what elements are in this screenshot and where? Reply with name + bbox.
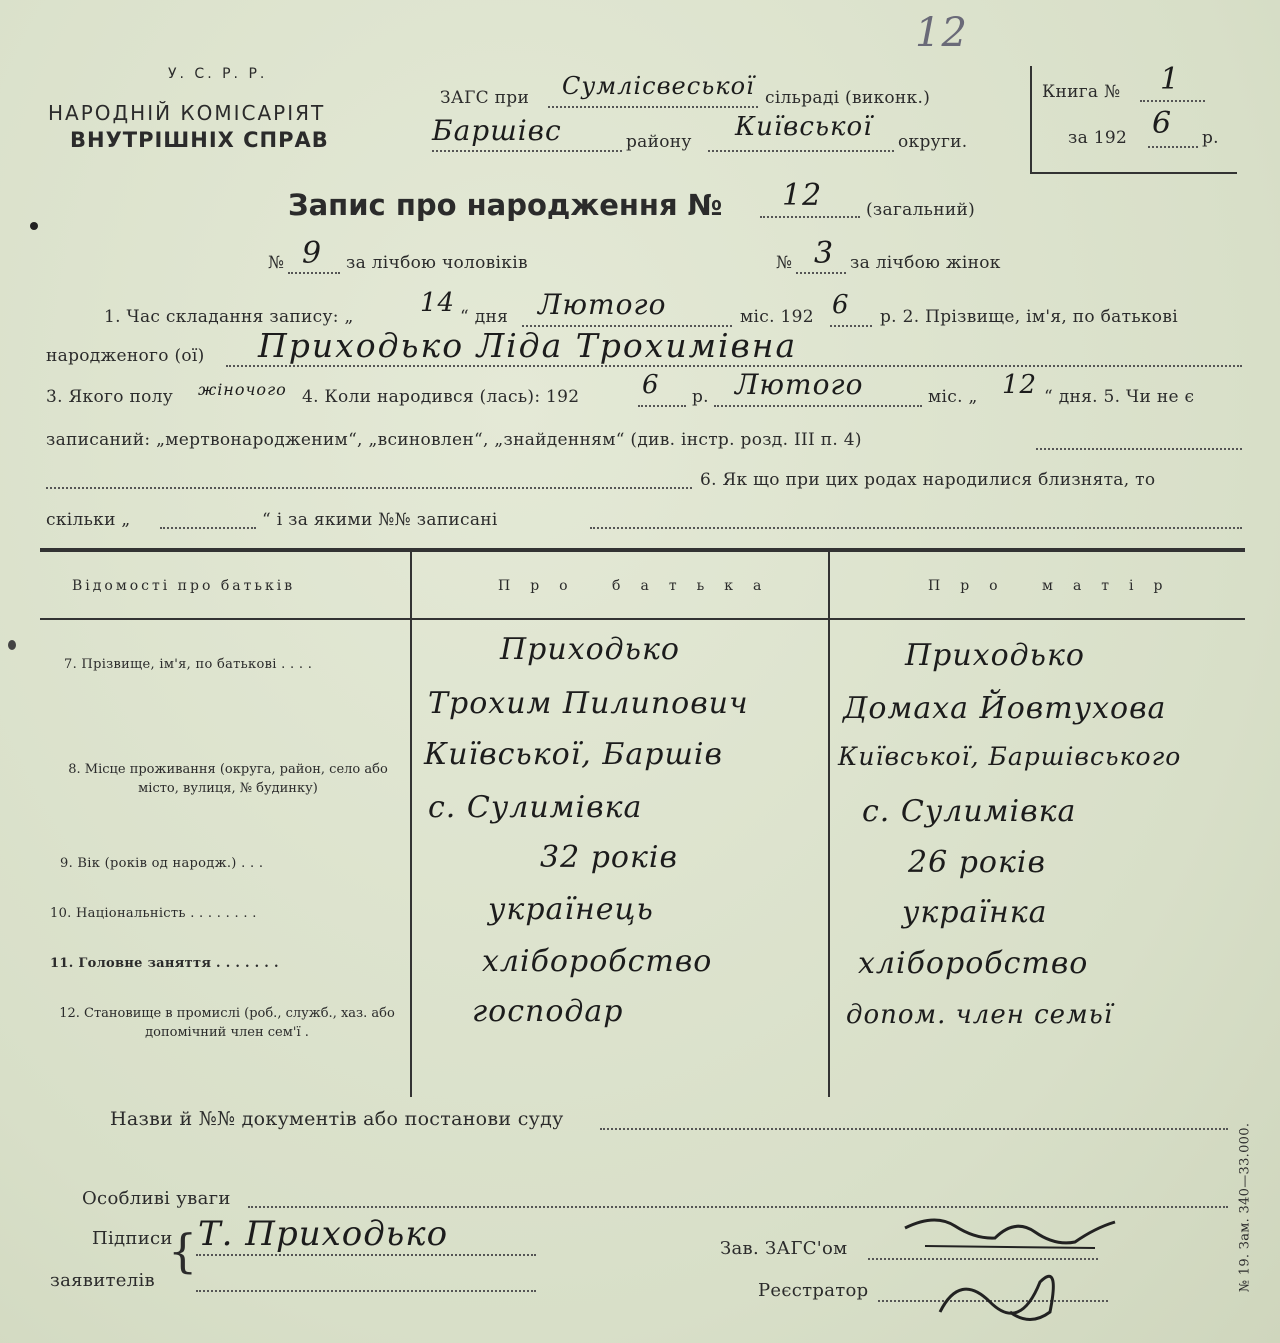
field-5: 6. Як що при цих родах народилися близнята, то [700, 470, 1156, 490]
signatures-label-2: заявителів [50, 1270, 155, 1291]
men-count-line [288, 272, 340, 274]
father-occupation: хліборобство [482, 944, 713, 979]
sex-handwritten: жіночого [198, 380, 287, 399]
field-3-e: “ дня. 5. Чи не є [1044, 387, 1195, 407]
documents-label: Назви й №№ документів або постанови суду [110, 1108, 564, 1130]
col-header-parents: Відомості про батьків [72, 578, 296, 594]
field-1-d: р. 2. Прізвище, ім'я, по батькові [880, 307, 1178, 327]
field-6-b: “ і за якими №№ записані [262, 510, 498, 530]
applicant-signature-line [196, 1254, 536, 1256]
table-top-rule [40, 548, 1245, 552]
zags-village-handwritten: Сумлісвеської [562, 72, 755, 100]
women-count-handwritten: 3 [814, 236, 835, 271]
field-1-a: 1. Час складання запису: „ [104, 307, 354, 327]
notes-label: Особливі уваги [82, 1188, 231, 1209]
field-4: записаний: „мертвонародженим“, „всиновлен“, „знайденням“ (див. інстр. розд. III п. 4) [46, 430, 862, 450]
book-number-handwritten: 1 [1160, 62, 1181, 97]
newborn-name-handwritten: Приходько Ліда Трохимівна [258, 326, 798, 365]
book-year-handwritten: 6 [1152, 106, 1173, 141]
row-label-age: 9. Вік (років од народж.) . . . [60, 856, 264, 871]
women-label: за лічбою жінок [850, 253, 1001, 273]
row-label-name: 7. Прізвище, ім'я, по батькові . . . . [64, 657, 313, 672]
field-3-c: р. [692, 387, 709, 407]
field-3-d: міс. „ [928, 387, 978, 407]
father-given-names: Трохим Пилипович [428, 686, 749, 721]
record-day-handwritten: 14 [420, 288, 456, 318]
field-1-c: міс. 192 [740, 307, 814, 327]
okruha-line [708, 150, 894, 152]
father-residence-okruha: Київської, Баршів [424, 737, 723, 772]
row-label-nationality: 10. Національність . . . . . . . . [50, 906, 257, 921]
record-year-line [830, 325, 872, 327]
birth-month-line [714, 405, 922, 407]
birth-year-handwritten: 6 [642, 370, 660, 400]
col-header-father: Про батька [498, 578, 782, 594]
record-year-handwritten: 6 [832, 290, 850, 320]
table-col-divider-2 [828, 552, 830, 1097]
row-label-residence: 8. Місце проживання (округа, район, село або місто, вулиця, № будинку) [68, 762, 388, 796]
record-month-handwritten: Лютого [538, 288, 667, 321]
mother-residence-village: с. Сулимівка [862, 794, 1077, 829]
newborn-name-line [226, 365, 1242, 367]
field-6-a: скільки „ [46, 510, 131, 530]
field-6-twins-line [160, 527, 256, 529]
record-number-line [760, 216, 860, 218]
record-title: Запис про народження № [288, 188, 723, 222]
field-3-b: 4. Коли народився (лась): 192 [302, 387, 580, 407]
commissariat-line2: ВНУТРІШНІХ СПРАВ [70, 128, 329, 152]
birth-month-handwritten: Лютого [735, 368, 864, 401]
field-4-line [1036, 448, 1242, 450]
mother-given-names: Домаха Йовтухова [843, 691, 1167, 726]
book-label: Книга № [1042, 82, 1121, 102]
book-year-line [1148, 146, 1198, 148]
mother-status: допом. член семьї [846, 1000, 1114, 1030]
okruha-handwritten: Київської [735, 112, 873, 142]
signatures-label-1: Підписи [92, 1228, 173, 1249]
district-label: району [626, 132, 692, 152]
father-surname: Приходько [500, 632, 680, 667]
record-number-handwritten: 12 [782, 178, 823, 213]
men-count-handwritten: 9 [302, 236, 323, 271]
father-nationality: українець [488, 892, 654, 927]
mother-surname: Приходько [905, 638, 1085, 673]
district-handwritten: Баршівс [432, 114, 562, 147]
applicant-signature-line-2 [196, 1290, 536, 1292]
father-residence-village: с. Сулимівка [428, 790, 643, 825]
row-label-occupation: 11. Головне заняття . . . . . . . [50, 956, 279, 971]
mother-occupation: хліборобство [858, 946, 1089, 981]
women-count-line [796, 272, 846, 274]
row-label-status: 12. Становище в промислі (роб., служб., хаз. або допомічний член сем'ї . [59, 1006, 395, 1040]
women-no-prefix: № [776, 253, 793, 273]
district-line [432, 150, 622, 152]
zags-village-line [548, 106, 758, 108]
birth-year-line [638, 405, 686, 407]
mother-age: 26 років [908, 845, 1046, 880]
punch-hole [8, 640, 16, 650]
table-header-rule [40, 618, 1245, 620]
field-5-line [46, 487, 692, 489]
okruha-label: округи. [898, 132, 968, 152]
print-order-note: № 19. Зам. 340—33.000. [1237, 1122, 1253, 1293]
field-2-a: народженого (ої) [46, 346, 205, 366]
father-age: 32 років [540, 840, 678, 875]
year-prefix: за 192 [1068, 128, 1128, 148]
mother-residence-okruha: Київської, Баршівського [838, 742, 1182, 771]
pencil-page-number: 12 [915, 10, 968, 56]
punch-hole [30, 222, 38, 230]
zags-head-label: Зав. ЗАГС'ом [720, 1238, 848, 1259]
signatures-brace: { [168, 1224, 198, 1278]
father-status: господар [472, 994, 624, 1029]
birth-day-handwritten: 12 [1002, 370, 1038, 400]
applicant-signature: Т. Приходько [198, 1214, 449, 1254]
record-general-label: (загальний) [866, 200, 976, 220]
field-6-numbers-line [590, 527, 1242, 529]
zags-suffix: сільраді (виконк.) [765, 88, 931, 108]
ussr-label: У. С. Р. Р. [168, 66, 268, 82]
documents-line [600, 1128, 1228, 1130]
year-suffix: р. [1202, 128, 1219, 148]
zags-prefix: ЗАГС при [440, 88, 530, 108]
field-3-a: 3. Якого полу [46, 387, 174, 407]
registrar-label: Реєстратор [758, 1280, 869, 1301]
men-no-prefix: № [268, 253, 285, 273]
field-1-b: “ дня [460, 307, 509, 327]
men-label: за лічбою чоловіків [346, 253, 528, 273]
commissariat-line1: НАРОДНІЙ КОМІСАРІЯТ [48, 101, 326, 125]
registrar-signature [930, 1252, 1090, 1332]
mother-nationality: українка [902, 895, 1048, 930]
table-col-divider-1 [410, 552, 412, 1097]
book-number-line [1140, 100, 1205, 102]
col-header-mother: Про матір [928, 578, 1183, 594]
